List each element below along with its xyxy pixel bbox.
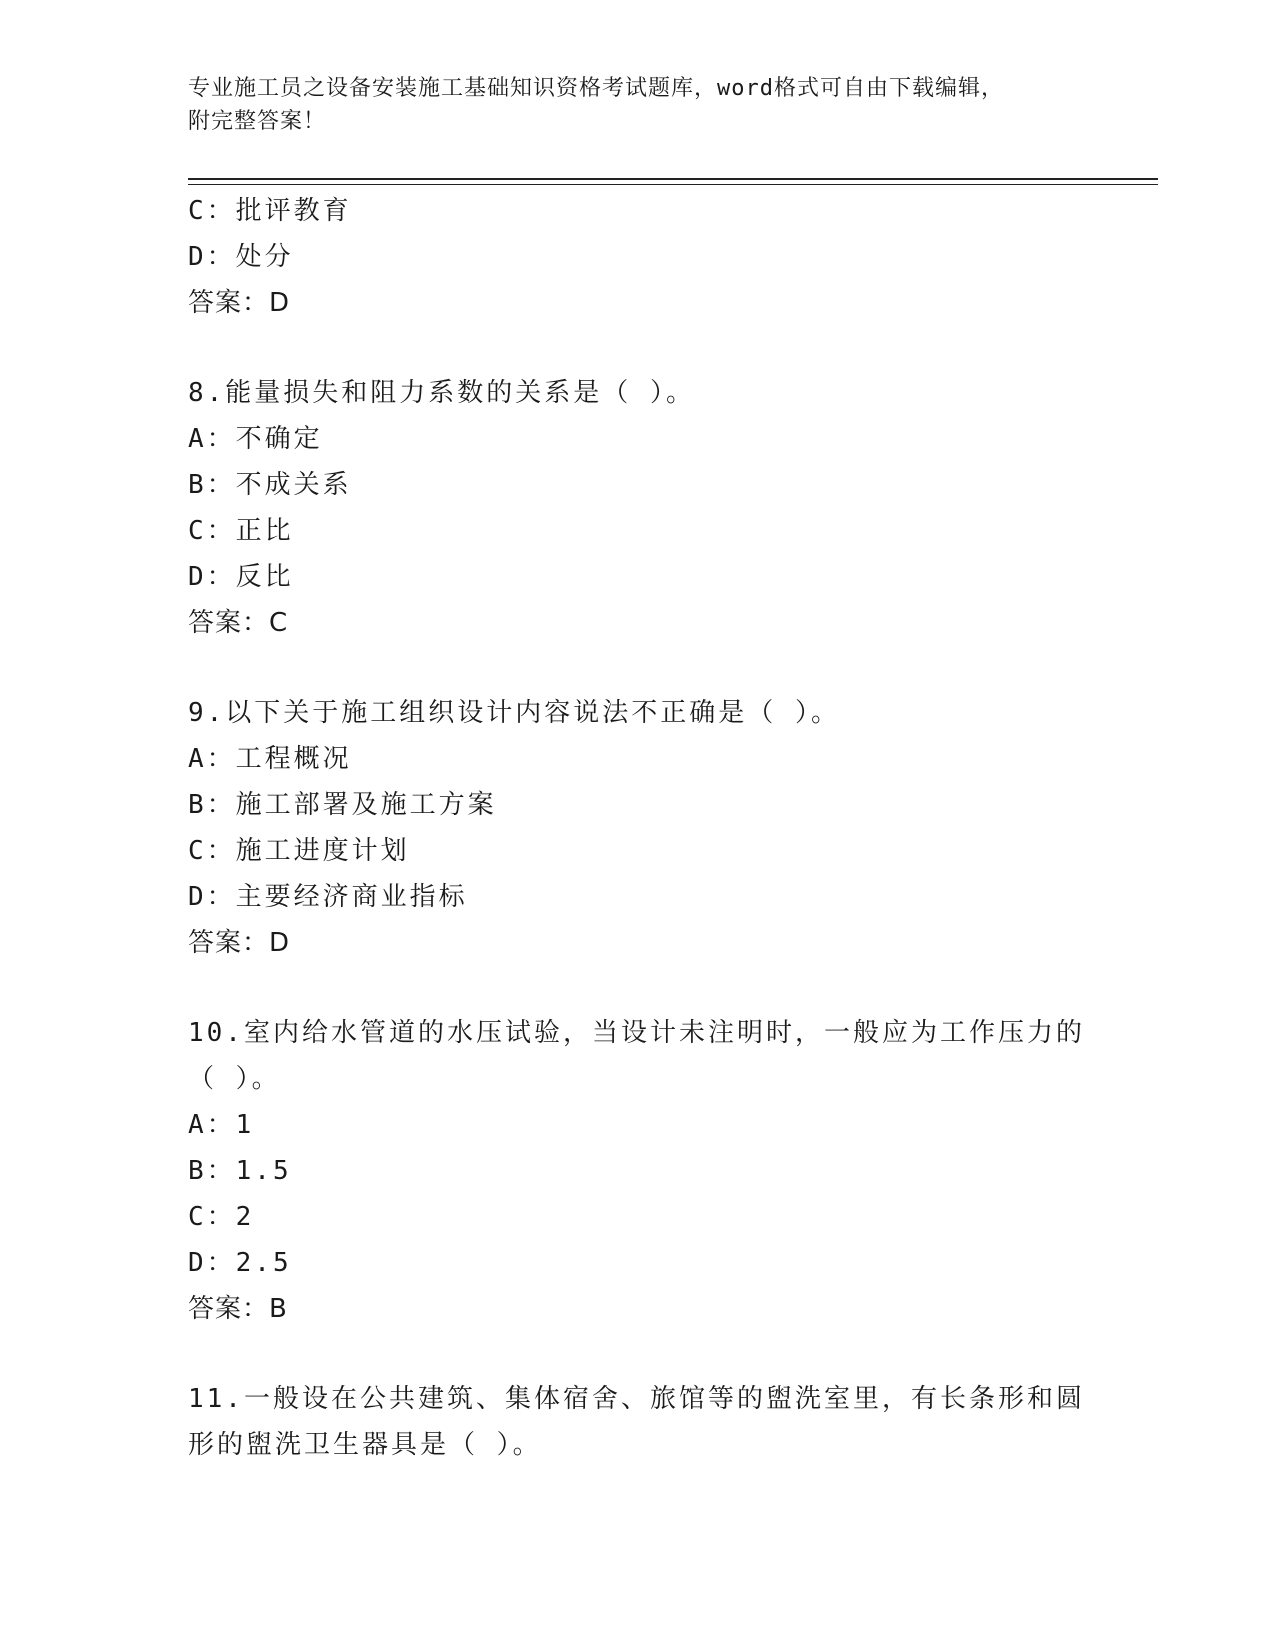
question-11 <box>188 1376 1158 1468</box>
option-c: C：批评教育 <box>188 196 352 226</box>
answer-line: 答案：C <box>188 608 289 638</box>
question-10 <box>188 1010 1158 1332</box>
option-c: C：正比 <box>188 516 294 546</box>
document-header <box>188 72 1088 138</box>
question-stem: 9.以下关于施工组织设计内容说法不正确是（ ）。 <box>188 698 840 728</box>
question-stem-line-1: 10.室内给水管道的水压试验，当设计未注明时，一般应为工作压力的 <box>188 1018 1085 1048</box>
question-stem-line-2: 形的盥洗卫生器具是（ ）。 <box>188 1430 542 1460</box>
option-b: B：不成关系 <box>188 470 352 500</box>
option-c: C：施工进度计划 <box>188 836 410 866</box>
option-d: D：反比 <box>188 562 294 592</box>
option-a: A：工程概况 <box>188 744 352 774</box>
answer-line: 答案：B <box>188 1294 288 1324</box>
question-stem-line-2: （ ）。 <box>188 1064 281 1094</box>
question-9 <box>188 690 1158 966</box>
answer-line: 答案：D <box>188 288 291 318</box>
question-stem: 8.能量损失和阻力系数的关系是（ ）。 <box>188 378 695 408</box>
question-7-tail <box>188 188 1158 326</box>
header-title-line-1: 专业施工员之设备安装施工基础知识资格考试题库，word格式可自由下载编辑， <box>188 76 1004 101</box>
document-page <box>188 0 1163 1650</box>
option-a: A：不确定 <box>188 424 323 454</box>
question-list <box>188 188 1158 1468</box>
option-c: C：2 <box>188 1202 255 1232</box>
option-d: D：2.5 <box>188 1248 292 1278</box>
answer-line: 答案：D <box>188 928 291 958</box>
option-d: D：主要经济商业指标 <box>188 882 468 912</box>
option-a: A：1 <box>188 1110 255 1140</box>
header-title-line-2: 附完整答案！ <box>188 109 327 134</box>
question-stem-line-1: 11.一般设在公共建筑、集体宿舍、旅馆等的盥洗室里，有长条形和圆 <box>188 1384 1085 1414</box>
header-divider <box>188 178 1158 185</box>
option-d: D：处分 <box>188 242 294 272</box>
option-b: B：1.5 <box>188 1156 292 1186</box>
question-8 <box>188 370 1158 646</box>
option-b: B：施工部署及施工方案 <box>188 790 497 820</box>
